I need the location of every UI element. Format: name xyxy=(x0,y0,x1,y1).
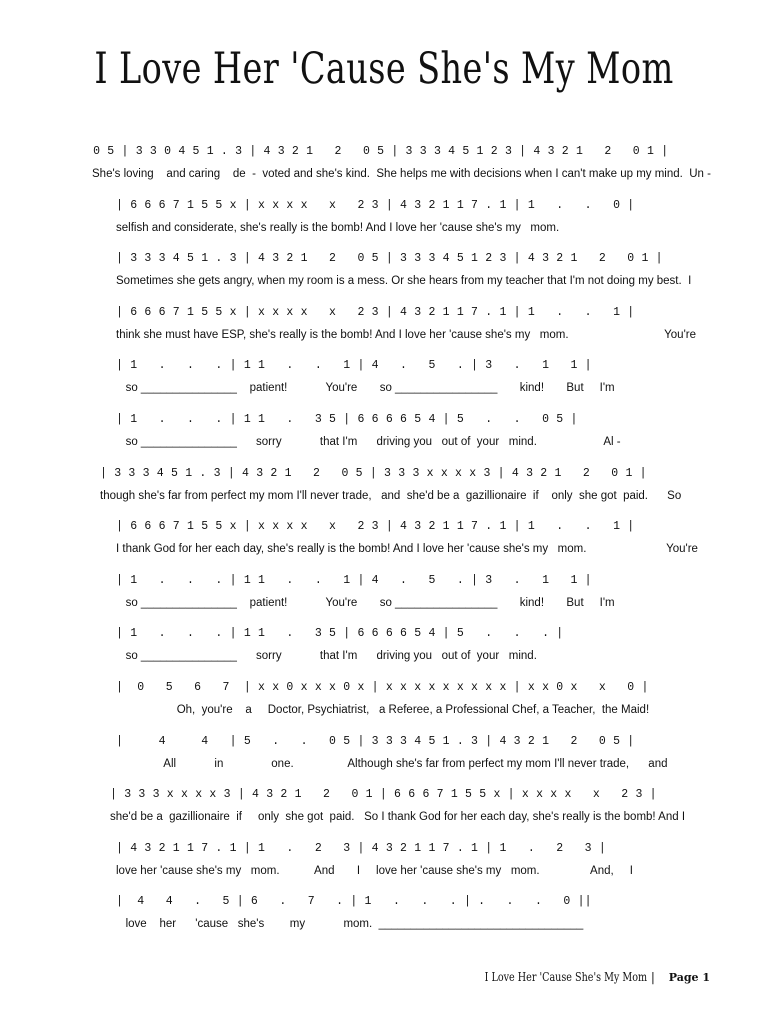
lyric-line: love her 'cause she's my mom. And I love her 'cause she's my mom. And, I xyxy=(116,864,633,877)
notation-line: | 4 3 2 1 1 7 . 1 | 1 . 2 3 | 4 3 2 1 1 7 . 1 | 1 . 2 3 | xyxy=(116,841,606,855)
footer-separator: | xyxy=(650,970,655,984)
notation-line: 0 5 | 3 3 0 4 5 1 . 3 | 4 3 2 1 2 0 5 | 3 3 3 4 5 1 2 3 | 4 3 2 1 2 0 1 | xyxy=(86,145,669,158)
notation-line: | 1 . . . | 1 1 . 3 5 | 6 6 6 6 5 4 | 5 . . . | xyxy=(116,627,564,641)
footer-title: I Love Her 'Cause She's My Mom xyxy=(484,970,648,984)
notation-line: | 6 6 6 7 1 5 5 x | x x x x x 2 3 | 4 3 2 1 1 7 . 1 | 1 . . 1 | xyxy=(116,305,635,319)
lyric-line: so _______________ sorry that I'm driving you out of your mind. xyxy=(116,650,537,663)
lyric-line: I thank God for her each day, she's really is the bomb! And I love her 'cause she's my mom. You're xyxy=(116,543,698,556)
page-number: Page 1 xyxy=(668,971,710,984)
lyric-line: Oh, you're a Doctor, Psychiatrist, a Referee, a Professional Chef, a Teacher, the Maid! xyxy=(116,704,650,716)
lyric-line: though she's far from perfect my mom I'll never trade, and she'd be a gazillionaire if only she got paid. So xyxy=(100,489,682,502)
lyric-line: so _______________ patient! You're so ________________ kind! But I'm xyxy=(116,596,615,609)
lyric-line: so _______________ sorry that I'm driving you out of your mind. Al - xyxy=(116,436,621,448)
notation-line: | 3 3 3 x x x x 3 | 4 3 2 1 2 0 1 | 6 6 6 7 1 5 5 x | x x x x x 2 3 | xyxy=(110,788,657,802)
lyric-line: she'd be a gazillionaire if only she got paid. So I thank God for her each day, she's really is the bomb! And I xyxy=(110,811,686,824)
notation-line: | 6 6 6 7 1 5 5 x | x x x x x 2 3 | 4 3 2 1 1 7 . 1 | 1 . . 0 | xyxy=(116,198,635,212)
notation-line: | 1 . . . | 1 1 . . 1 | 4 . 5 . | 3 . 1 1 | xyxy=(116,359,592,373)
notation-line: | 0 5 6 7 | x x 0 x x x 0 x | x x x x x x x x x | x x 0 x x 0 | xyxy=(116,681,649,694)
lyric-line: Sometimes she gets angry, when my room is a mess. Or she hears from my teacher that I'm not doing my best. I xyxy=(116,275,692,288)
lyric-line: love her 'cause she's my mom. ________________________________ xyxy=(116,918,584,931)
lyric-line: think she must have ESP, she's really is the bomb! And I love her 'cause she's my mom. You're xyxy=(116,328,697,341)
notation-line: | 4 4 | 5 . . 0 5 | 3 3 3 4 5 1 . 3 | 4 3 2 1 2 0 5 | xyxy=(116,734,635,748)
notation-line: | 3 3 3 4 5 1 . 3 | 4 3 2 1 2 0 5 | 3 3 3 4 5 1 2 3 | 4 3 2 1 2 0 1 | xyxy=(116,252,663,266)
notation-line: | 4 4 . 5 | 6 . 7 . | 1 . . . | . . . 0 || xyxy=(116,895,592,909)
lyric-line: so _______________ patient! You're so ________________ kind! But I'm xyxy=(116,382,615,395)
notation-line: | 3 3 3 4 5 1 . 3 | 4 3 2 1 2 0 5 | 3 3 3 x x x x 3 | 4 3 2 1 2 0 1 | xyxy=(100,466,647,480)
lyric-line: She's loving and caring de - voted and she's kind. She helps me with decisions when I can't make up my mind. Un - xyxy=(92,168,711,180)
lyric-line: selfish and considerate, she's really is the bomb! And I love her 'cause she's my mom. xyxy=(116,221,560,234)
page-footer xyxy=(444,970,710,984)
notation-line: | 1 . . . | 1 1 . 3 5 | 6 6 6 6 5 4 | 5 . . 0 5 | xyxy=(116,413,578,426)
notation-line: | 6 6 6 7 1 5 5 x | x x x x x 2 3 | 4 3 2 1 1 7 . 1 | 1 . . 1 | xyxy=(116,520,635,534)
notation-line: | 1 . . . | 1 1 . . 1 | 4 . 5 . | 3 . 1 1 | xyxy=(116,573,592,587)
page-title: I Love Her 'Cause She's My Mom xyxy=(94,44,674,94)
lyric-line: All in one. Although she's far from perfect my mom I'll never trade, and xyxy=(116,757,668,770)
